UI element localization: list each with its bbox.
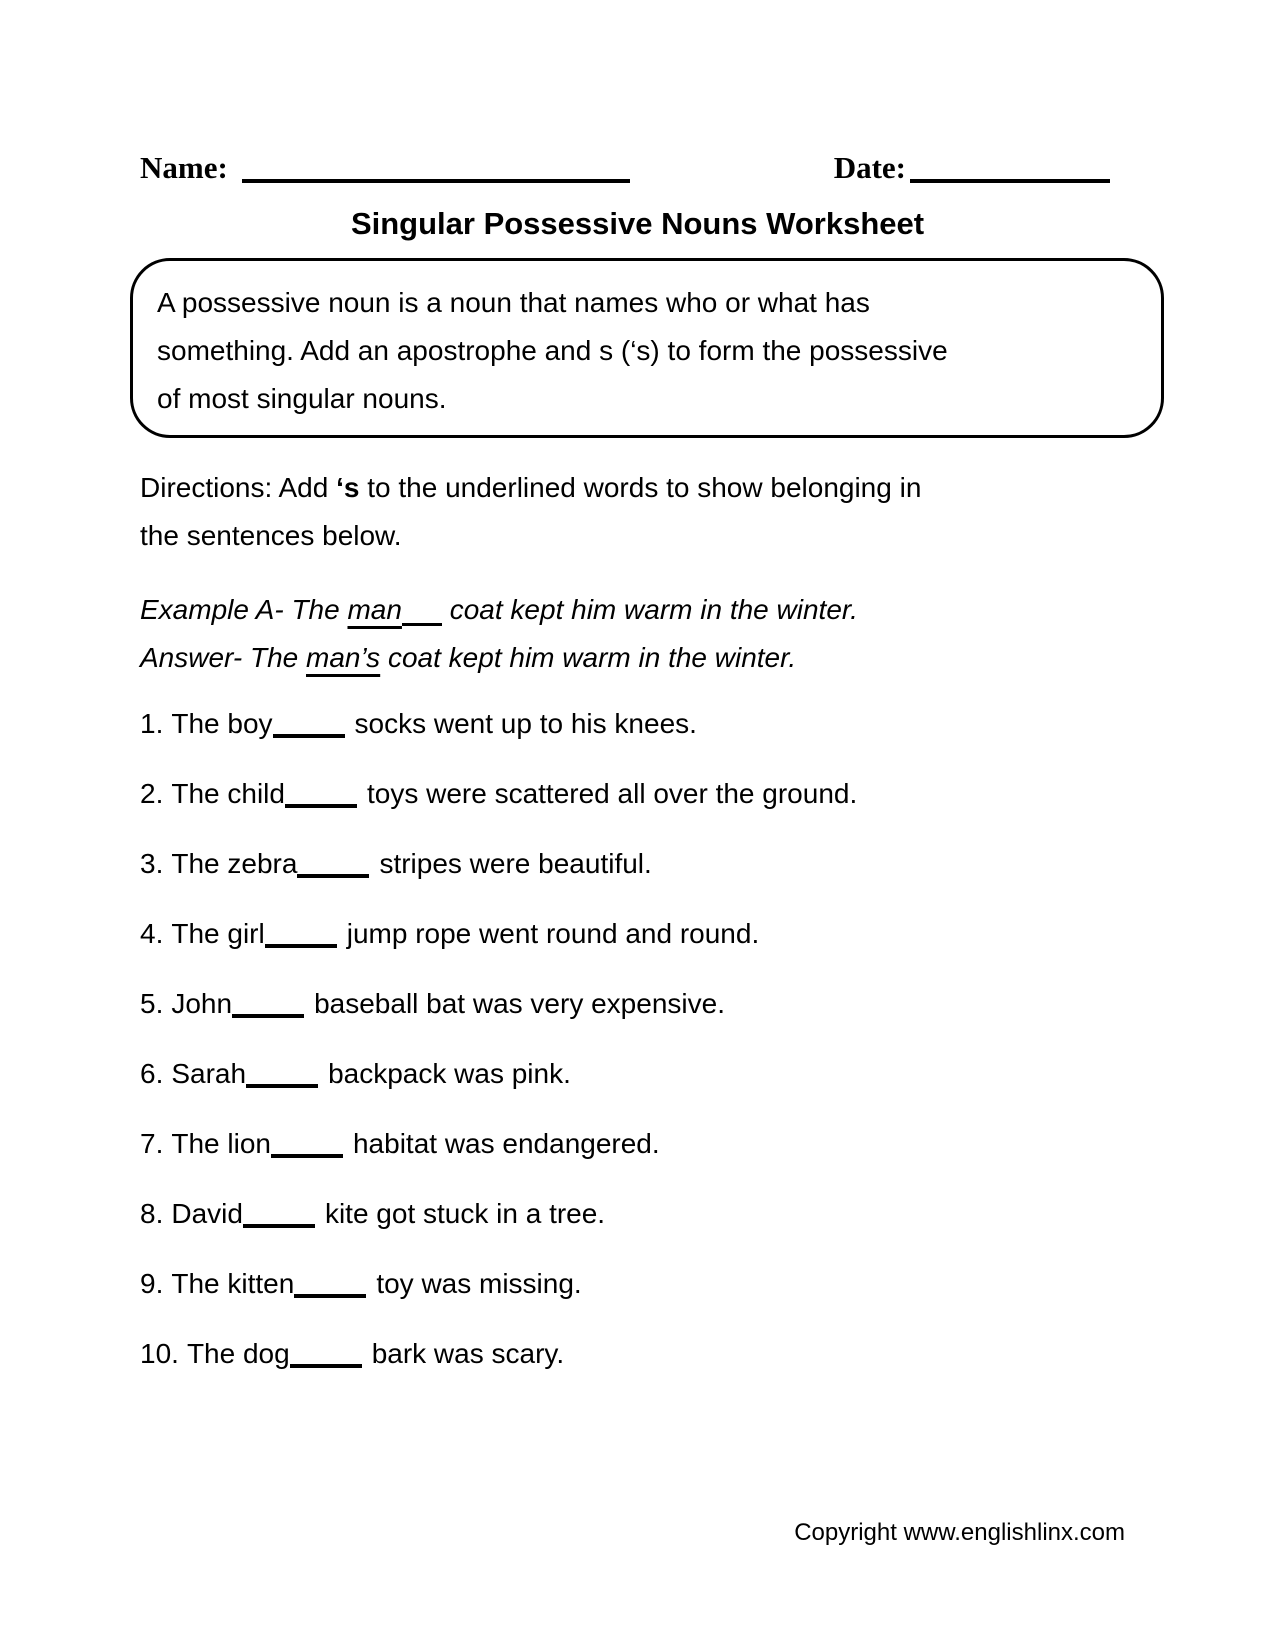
question-number: 9. xyxy=(140,1268,164,1299)
question-text-after: bark was scary. xyxy=(371,1338,565,1369)
answer-underlined-word: man’s xyxy=(306,642,381,673)
definition-line3: of most singular nouns. xyxy=(157,383,447,414)
question-row xyxy=(140,1338,1275,1370)
question-text-after: baseball bat was very expensive. xyxy=(314,988,725,1019)
question-text-after: backpack was pink. xyxy=(328,1058,571,1089)
question-text-before: Sarah xyxy=(171,1058,247,1089)
definition-box xyxy=(130,258,1164,438)
name-field xyxy=(140,150,630,186)
question-row xyxy=(140,1058,1275,1090)
question-text-before: The kitten xyxy=(171,1268,295,1299)
directions xyxy=(140,464,1275,560)
question-number: 7. xyxy=(140,1128,164,1159)
question-row xyxy=(140,708,1275,740)
answer-blank[interactable] xyxy=(232,994,304,1018)
question-row xyxy=(140,848,1275,880)
copyright-text: Copyright www.englishlinx.com xyxy=(794,1519,1125,1546)
directions-line1: Directions: Add ‘s to the underlined words to show belonging in xyxy=(140,472,922,503)
example-blank xyxy=(402,604,442,626)
example-line: Example A- The man coat kept him warm in the winter. xyxy=(140,594,858,625)
question-number: 2. xyxy=(140,778,164,809)
example-underlined-word: man xyxy=(347,594,402,625)
directions-bold-apostrophe-s: ‘s xyxy=(336,472,360,503)
question-text-before: The dog xyxy=(186,1338,290,1369)
question-row xyxy=(140,1268,1275,1300)
answer-blank[interactable] xyxy=(290,1344,362,1368)
question-text-after: kite got stuck in a tree. xyxy=(324,1198,606,1229)
question-text-before: John xyxy=(171,988,233,1019)
header xyxy=(0,0,1275,186)
name-blank-line[interactable] xyxy=(242,169,630,183)
answer-blank[interactable] xyxy=(246,1064,318,1088)
date-field xyxy=(834,150,1110,186)
answer-blank[interactable] xyxy=(243,1204,315,1228)
question-text-before: The zebra xyxy=(171,848,298,879)
question-number: 1. xyxy=(140,708,164,739)
question-row xyxy=(140,1198,1275,1230)
question-number: 6. xyxy=(140,1058,164,1089)
question-text-after: socks went up to his knees. xyxy=(354,708,697,739)
question-row xyxy=(140,918,1275,950)
date-blank-line[interactable] xyxy=(910,169,1110,183)
question-text-after: jump rope went round and round. xyxy=(346,918,760,949)
definition-line2: something. Add an apostrophe and s (‘s) to form the possessive xyxy=(157,335,948,366)
question-text-after: stripes were beautiful. xyxy=(379,848,652,879)
question-number: 4. xyxy=(140,918,164,949)
question-text-before: The lion xyxy=(171,1128,271,1159)
date-label: Date: xyxy=(833,150,906,185)
question-text-before: The boy xyxy=(171,708,273,739)
answer-line: Answer- The man’s coat kept him warm in the winter. xyxy=(140,642,797,673)
page-title: Singular Possessive Nouns Worksheet xyxy=(350,206,925,241)
question-text-before: The child xyxy=(171,778,285,809)
answer-blank[interactable] xyxy=(271,1134,343,1158)
question-row xyxy=(140,778,1275,810)
question-row xyxy=(140,1128,1275,1160)
question-text-before: The girl xyxy=(171,918,265,949)
answer-blank[interactable] xyxy=(297,854,369,878)
answer-blank[interactable] xyxy=(273,714,345,738)
question-number: 3. xyxy=(140,848,164,879)
directions-line2: the sentences below. xyxy=(140,520,402,551)
answer-blank[interactable] xyxy=(294,1274,366,1298)
question-number: 8. xyxy=(140,1198,164,1229)
question-row xyxy=(140,988,1275,1020)
question-text-after: toy was missing. xyxy=(376,1268,582,1299)
example-block xyxy=(140,586,1275,682)
question-number: 5. xyxy=(140,988,164,1019)
name-label: Name: xyxy=(140,150,228,185)
question-text-after: toys were scattered all over the ground. xyxy=(366,778,858,809)
question-list xyxy=(140,708,1275,1370)
answer-blank[interactable] xyxy=(285,784,357,808)
answer-blank[interactable] xyxy=(265,924,337,948)
question-number: 10. xyxy=(140,1338,179,1369)
definition-line1: A possessive noun is a noun that names who or what has xyxy=(157,287,870,318)
question-text-after: habitat was endangered. xyxy=(352,1128,660,1159)
question-text-before: David xyxy=(171,1198,243,1229)
